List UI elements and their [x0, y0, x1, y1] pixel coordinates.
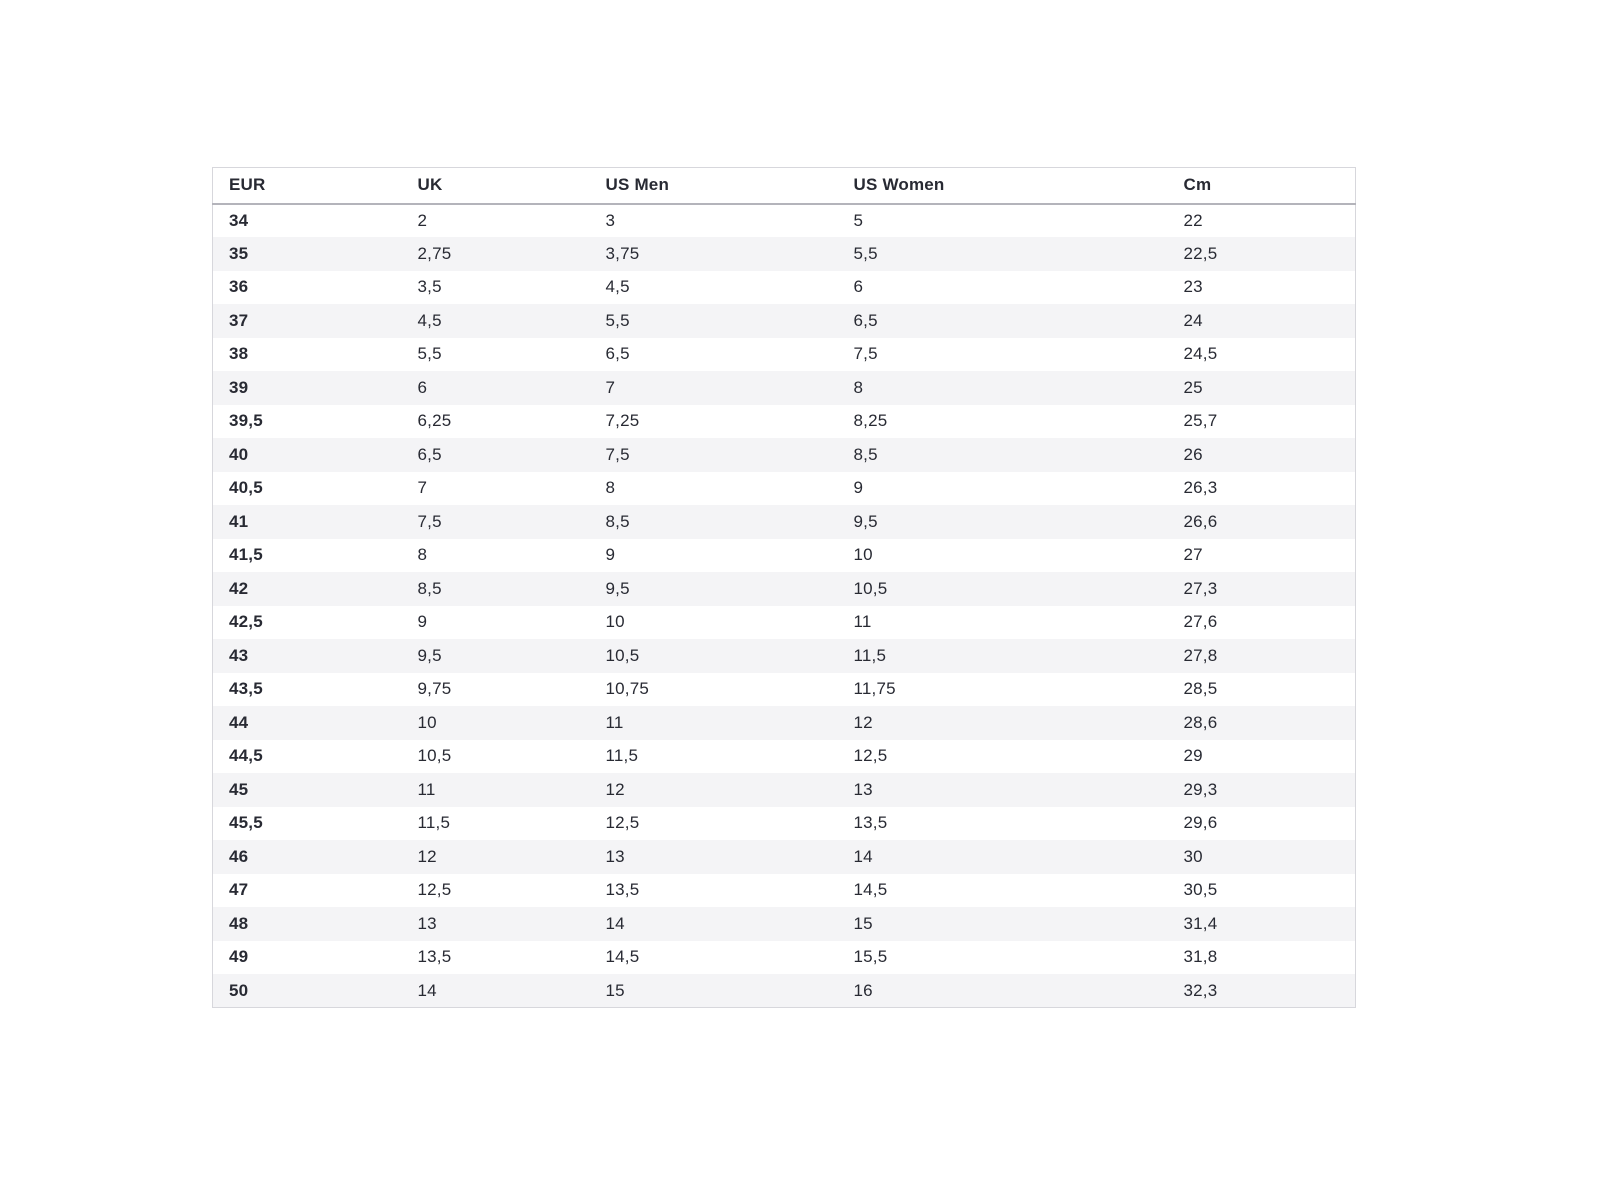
cell: 49	[229, 947, 249, 967]
cell: 5,5	[853, 243, 878, 263]
cell: 12	[417, 846, 437, 866]
table-row	[213, 974, 1356, 1008]
cell: 42,5	[229, 612, 263, 632]
cell: 29,6	[1183, 813, 1218, 833]
table-row	[213, 304, 1356, 338]
table-row	[213, 572, 1356, 606]
cell: 11	[417, 779, 436, 799]
table-row	[213, 941, 1356, 975]
cell: 3,75	[605, 243, 640, 263]
cell: 11,5	[605, 746, 639, 766]
table-row	[213, 606, 1356, 640]
cell: 31,8	[1183, 947, 1218, 967]
cell: 7,5	[417, 511, 442, 531]
cell: 44,5	[229, 746, 263, 766]
cell: 3	[605, 210, 616, 230]
cell: 11	[853, 612, 872, 632]
table-row	[213, 773, 1356, 807]
cell: 14,5	[605, 947, 640, 967]
cell: 27,6	[1183, 612, 1218, 632]
table-row	[213, 405, 1356, 439]
cell: 24	[1183, 310, 1203, 330]
table-row	[213, 237, 1356, 271]
cell: 15,5	[853, 947, 888, 967]
table-row	[213, 639, 1356, 673]
table-row	[213, 338, 1356, 372]
table-row	[213, 371, 1356, 405]
cell: 9,5	[417, 645, 442, 665]
cell: 6,5	[853, 310, 878, 330]
cell: 27,3	[1183, 578, 1218, 598]
cell: 13	[605, 846, 625, 866]
cell: 2,75	[417, 243, 452, 263]
cell: 48	[229, 913, 249, 933]
column-header-eur: EUR	[213, 168, 402, 204]
cell: 16	[853, 980, 873, 1000]
cell: 10	[853, 545, 873, 565]
cell: 15	[853, 913, 873, 933]
cell: 5,5	[417, 344, 442, 364]
cell: 8,5	[853, 444, 878, 464]
cell: 11	[605, 712, 624, 732]
cell: 14	[417, 980, 437, 1000]
cell: 12,5	[417, 880, 452, 900]
cell: 9,75	[417, 679, 452, 699]
cell: 13,5	[853, 813, 888, 833]
cell: 22,5	[1183, 243, 1218, 263]
cell: 28,6	[1183, 712, 1218, 732]
table-row	[213, 740, 1356, 774]
cell: 12,5	[605, 813, 640, 833]
column-header-uk: UK	[402, 168, 590, 204]
cell: 8	[417, 545, 428, 565]
cell: 2	[417, 210, 428, 230]
table-row	[213, 472, 1356, 506]
cell: 14	[605, 913, 625, 933]
cell: 9	[605, 545, 616, 565]
cell: 40,5	[229, 478, 263, 498]
table-row	[213, 706, 1356, 740]
cell: 10,75	[605, 679, 650, 699]
cell: 35	[229, 243, 249, 263]
cell: 10	[417, 712, 437, 732]
cell: 14,5	[853, 880, 888, 900]
cell: 8,5	[417, 578, 442, 598]
cell: 10,5	[417, 746, 452, 766]
cell: 11,5	[853, 645, 887, 665]
header-row	[213, 168, 1356, 204]
cell: 10	[605, 612, 625, 632]
cell: 47	[229, 880, 249, 900]
cell: 27,8	[1183, 645, 1218, 665]
table-row	[213, 673, 1356, 707]
cell: 8,25	[853, 411, 888, 431]
cell: 24,5	[1183, 344, 1218, 364]
cell: 9,5	[605, 578, 630, 598]
cell: 8	[605, 478, 616, 498]
cell: 13,5	[417, 947, 452, 967]
cell: 9	[853, 478, 864, 498]
cell: 6	[417, 377, 428, 397]
cell: 22	[1183, 210, 1203, 230]
cell: 10,5	[853, 578, 888, 598]
cell: 29,3	[1183, 779, 1218, 799]
cell: 4,5	[417, 310, 442, 330]
cell: 43	[229, 645, 249, 665]
cell: 30	[1183, 846, 1203, 866]
cell: 5,5	[605, 310, 630, 330]
cell: 46	[229, 846, 249, 866]
cell: 7,25	[605, 411, 640, 431]
cell: 37	[229, 310, 249, 330]
cell: 23	[1183, 277, 1203, 297]
cell: 7,5	[605, 444, 630, 464]
table-row	[213, 840, 1356, 874]
cell: 6,25	[417, 411, 452, 431]
cell: 26	[1183, 444, 1203, 464]
cell: 25,7	[1183, 411, 1218, 431]
cell: 43,5	[229, 679, 263, 699]
cell: 41	[229, 511, 249, 531]
cell: 25	[1183, 377, 1203, 397]
table-row	[213, 505, 1356, 539]
table-row	[213, 438, 1356, 472]
cell: 38	[229, 344, 249, 364]
cell: 5	[853, 210, 864, 230]
cell: 26,3	[1183, 478, 1218, 498]
cell: 6	[853, 277, 864, 297]
table-row	[213, 204, 1356, 238]
cell: 44	[229, 712, 249, 732]
cell: 13,5	[605, 880, 640, 900]
cell: 29	[1183, 746, 1203, 766]
cell: 40	[229, 444, 249, 464]
cell: 32,3	[1183, 980, 1218, 1000]
cell: 15	[605, 980, 625, 1000]
cell: 34	[229, 210, 249, 230]
table-row	[213, 907, 1356, 941]
cell: 12	[853, 712, 873, 732]
cell: 12,5	[853, 746, 888, 766]
cell: 45,5	[229, 813, 263, 833]
cell: 31,4	[1183, 913, 1218, 933]
cell: 3,5	[417, 277, 442, 297]
cell: 8	[853, 377, 864, 397]
column-header-cm: Cm	[1168, 168, 1356, 204]
cell: 6,5	[417, 444, 442, 464]
size-conversion-table	[212, 167, 1356, 1008]
cell: 27	[1183, 545, 1203, 565]
cell: 6,5	[605, 344, 630, 364]
table-row	[213, 807, 1356, 841]
cell: 50	[229, 980, 249, 1000]
cell: 13	[853, 779, 873, 799]
cell: 7,5	[853, 344, 878, 364]
cell: 9,5	[853, 511, 878, 531]
cell: 13	[417, 913, 437, 933]
size-chart-container	[212, 167, 1355, 1008]
table-row	[213, 271, 1356, 305]
cell: 7	[417, 478, 428, 498]
table-header	[213, 168, 1356, 204]
table-body	[213, 204, 1356, 1008]
cell: 10,5	[605, 645, 640, 665]
cell: 36	[229, 277, 249, 297]
cell: 26,6	[1183, 511, 1218, 531]
column-header-us-men: US Men	[590, 168, 838, 204]
cell: 42	[229, 578, 249, 598]
cell: 8,5	[605, 511, 630, 531]
cell: 41,5	[229, 545, 263, 565]
cell: 12	[605, 779, 625, 799]
cell: 11,5	[417, 813, 451, 833]
cell: 39	[229, 377, 249, 397]
cell: 9	[417, 612, 428, 632]
cell: 11,75	[853, 679, 896, 699]
cell: 28,5	[1183, 679, 1218, 699]
cell: 45	[229, 779, 249, 799]
cell: 4,5	[605, 277, 630, 297]
column-header-us-women: US Women	[838, 168, 1168, 204]
cell: 30,5	[1183, 880, 1218, 900]
cell: 39,5	[229, 411, 263, 431]
cell: 14	[853, 846, 873, 866]
table-row	[213, 874, 1356, 908]
cell: 7	[605, 377, 616, 397]
table-row	[213, 539, 1356, 573]
